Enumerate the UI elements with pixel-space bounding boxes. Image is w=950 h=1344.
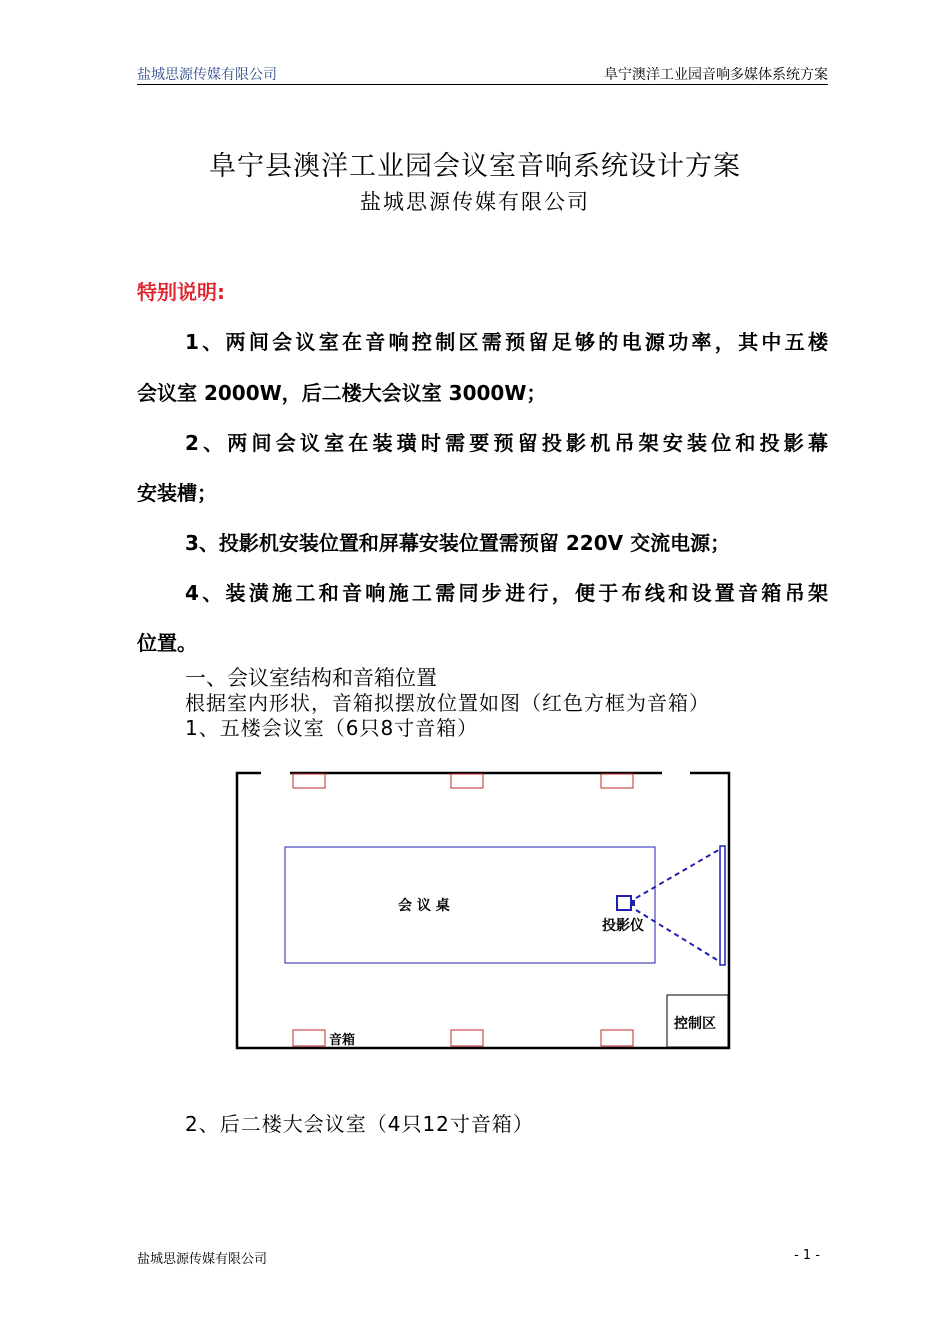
notes-heading: 特别说明: <box>137 280 225 304</box>
room-2-caption: 2、后二楼大会议室（4只12寸音箱） <box>185 1112 534 1136</box>
projector-icon <box>617 896 631 910</box>
conference-table <box>285 847 655 963</box>
projection-screen <box>720 846 725 965</box>
note-2-line-2: 安装槽； <box>137 481 217 505</box>
page-title: 阜宁县澳洋工业园会议室音响系统设计方案 <box>209 151 741 182</box>
speaker-bottom-1 <box>293 1030 325 1046</box>
page-subtitle: 盐城思源传媒有限公司 <box>360 190 590 214</box>
speaker-top-2 <box>451 774 483 788</box>
note-4-line-1: 4、装潢施工和音响施工需同步进行，便于布线和设置音箱吊架 <box>185 581 828 605</box>
speaker-top-3 <box>601 774 633 788</box>
page-number: - 1 - <box>794 1248 820 1263</box>
table-label: 会 议 桌 <box>398 898 450 914</box>
note-1-line-2: 会议室 2000W，后二楼大会议室 3000W； <box>137 381 547 405</box>
speaker-label: 音箱 <box>329 1033 356 1048</box>
note-4-line-2: 位置。 <box>137 631 197 655</box>
speaker-bottom-2 <box>451 1030 483 1046</box>
room-1-caption: 1、五楼会议室（6只8寸音箱） <box>185 716 479 740</box>
projector-label: 投影仪 <box>602 918 644 934</box>
speaker-top-1 <box>293 774 325 788</box>
footer-company: 盐城思源传媒有限公司 <box>137 1252 268 1267</box>
projection-beam-top <box>636 848 722 898</box>
control-label: 控制区 <box>674 1016 716 1032</box>
header-company: 盐城思源传媒有限公司 <box>137 67 277 83</box>
note-1-line-1: 1、两间会议室在音响控制区需预留足够的电源功率，其中五楼 <box>185 330 828 354</box>
note-3: 3、投影机安装位置和屏幕安装位置需预留 220V 交流电源； <box>185 531 731 555</box>
speaker-bottom-3 <box>601 1030 633 1046</box>
note-2-line-1: 2、两间会议室在装璜时需要预留投影机吊架安装位和投影幕 <box>185 431 828 455</box>
projection-beam-bottom <box>636 910 722 963</box>
header-doc-title: 阜宁澳洋工业园音响多媒体系统方案 <box>604 67 828 83</box>
section-heading: 一、会议室结构和音箱位置 <box>185 666 437 690</box>
section-description: 根据室内形状，音箱拟摆放位置如图（红色方框为音箱） <box>185 691 710 715</box>
